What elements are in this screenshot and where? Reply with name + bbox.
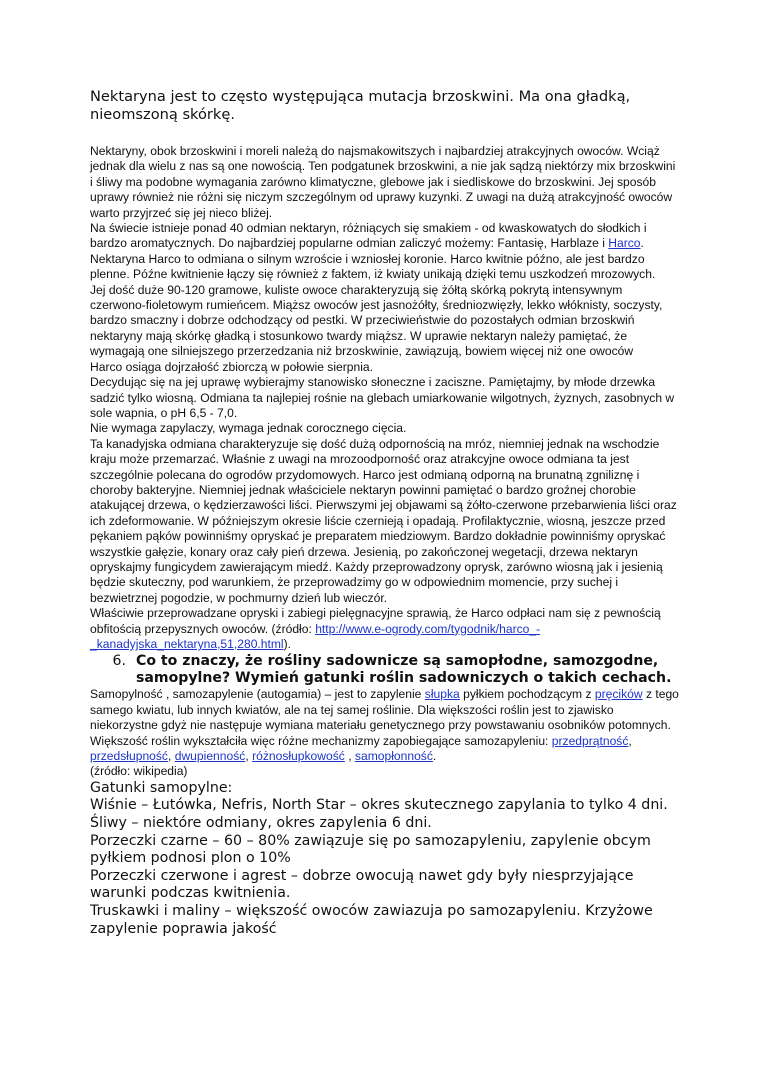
source-note: (źródło: wikipedia) xyxy=(90,764,188,779)
source-link[interactable]: http://www.e-ogrody.com/tygodnik/harco_-_kanadyjska_nektaryna,51,280.html xyxy=(90,621,541,651)
paragraph-text: . xyxy=(640,236,644,251)
definition-paragraph xyxy=(90,687,680,764)
paragraph xyxy=(90,606,680,652)
harco-link[interactable]: Harco xyxy=(608,236,641,251)
species-item: Śliwy – niektóre odmiany, okres zapylenia 6 dni. xyxy=(90,815,432,832)
przedslupnosc-link[interactable]: przedsłupność xyxy=(90,749,168,764)
definition-text: pyłkiem pochodzącym z xyxy=(459,687,595,702)
paragraph-text: Właściwie przeprowadzane opryski i zabiegi pielęgnacyjne sprawią, że Harco odpłaci nam się z pewnością obfitością przepysznych owoców. (źródło: xyxy=(90,606,661,636)
species-heading: Gatunki samopylne: xyxy=(90,779,233,796)
samoplonnosc-link[interactable]: samopłonność xyxy=(354,749,433,764)
paragraph: Ta kanadyjska odmiana charakteryzuje się dość dużą odpornością na mróz, niemniej jednak na wschodzie kraju może przemarzać. Właśnie z uwagi na mrozoodporność oraz atrakcyjne owoce odmiana ta jest szczególnie polecana do ogrodów przydomowych. Harco jest odmianą odporną na brunatną zgniliznę i choroby bakteryjne. Niemniej jednak właściciele nektaryn powinni pamiętać o bardzo groźnej chorobie atakującej drzewa, o kędzierzawości liści. Pierwszymi jej objawami są żółto-czerwone przebarwienia liści oraz ich zdeformowanie. W późniejszym okresie liście czernieją i opadają. Profilaktycznie, wiosną, jeszcze przed pękaniem pąków powinniśmy opryskać je preparatem miedziowym. Bardzo dokładnie powinniśmy opryskać wszystkie gałęzie, konary oraz cały pień drzewa. Jesienią, po zakończonej wegetacji, drzewa nektaryn opryskajmy fungicydem zawierającym miedź. Każdy przeprowadzony oprysk, zarówno wiosną jak i jesienią będzie skuteczny, pod warunkiem, że przeprowadzimy go w odpowiednim momencie, przy suchej i bezwietrznej pogodzie, w pochmurny dzień lub wieczór. xyxy=(90,436,677,605)
question-heading xyxy=(90,653,680,687)
document-content xyxy=(90,88,680,938)
question-number: 6. xyxy=(112,653,126,670)
paragraph: Nektaryna Harco to odmiana o silnym wzroście i wzniosłej koronie. Harco kwitnie późno, ale jest bardzo plenne. Późne kwitnienie łączy się również z faktem, iż kwiaty unikają dzięki temu uszkodzeń mrozowych. xyxy=(90,251,656,282)
slupka-link[interactable]: słupka xyxy=(424,687,460,702)
przedpratnosc-link[interactable]: przedprątność xyxy=(551,733,629,748)
definition-section xyxy=(90,687,680,779)
species-item: Truskawki i maliny – większość owoców zawiazuja po samozapyleniu. Krzyżowe zapylenie poprawia jakość xyxy=(90,903,653,937)
separator-text: , xyxy=(167,749,175,764)
definition-text: z tego samego kwiatu, lub innych kwiatów, ale na tej samej roślinie. Dla większości roślin jest to zjawisko niekorzystne gdyż nie następuje wymiana materiału genetycznego przy powstawaniu osobników potomnych. Większość roślin wykształciła więc różne mechanizmy zapobiegające samozapyleniu: xyxy=(90,687,679,748)
species-item: Porzeczki czerwone i agrest – dobrze owocują nawet gdy były niesprzyjające warunki podczas kwitnienia. xyxy=(90,867,634,902)
dwupiennosc-link[interactable]: dwupienność xyxy=(174,749,246,764)
paragraph xyxy=(90,221,680,252)
nektaryna-article xyxy=(90,144,680,652)
species-item: Porzeczki czarne – 60 – 80% zawiązuje się po samozapyleniu, zapylenie obcym pyłkiem podnosi plon o 10% xyxy=(90,832,651,867)
definition-text: . xyxy=(432,749,437,764)
species-list xyxy=(90,780,680,938)
precikow-link[interactable]: pręcików xyxy=(594,687,643,702)
question-text: Co to znaczy, że rośliny sadownicze są samopłodne, samozgodne, samopylne? Wymień gatunki roślin sadowniczych o takich cechach. xyxy=(136,653,672,687)
paragraph: Jej dość duże 90-120 gramowe, kuliste owoce charakteryzują się żółtą skórką pokrytą intensywnym czerwono-fioletowym rumieńcem. Miąższ owoców jest jasnożółty, średniozwięzły, lekko włóknisty, soczysty, bardzo smaczny i dobrze odchodzący od pestki. W przeciwieństwie do pozostałych odmian brzoskwiń nektaryny mają skórkę gładką i stosunkowo twardy miąższ. W uprawie nektaryn należy pamiętać, że wymagają one silniejszego przerzedzania niż brzoskwinie, zawiązują, bowiem więcej niż one owoców xyxy=(90,282,663,359)
paragraph-text: ). xyxy=(283,637,292,651)
paragraph: Decydując się na jej uprawę wybierajmy stanowisko słoneczne i zaciszne. Pamiętajmy, by młode drzewka sadzić tylko wiosną. Odmiana ta najlepiej rośnie na glebach umiarkowanie wilgotnych, żyznych, zasobnych w sole wapnia, o pH 6,5 - 7,0. xyxy=(90,375,675,420)
paragraph-text: Na świecie istnieje ponad 40 odmian nektaryn, różniących się smakiem - od kwaskowatych do słodkich i bardzo aromatycznych. Do najbardziej popularne odmian zaliczyć możemy: Fantasię, Harblaze i xyxy=(90,221,647,251)
definition-text: Samopylność , samozapylenie (autogamia) – jest to zapylenie xyxy=(90,687,425,702)
intro-paragraph: Nektaryna jest to często występująca mutacja brzoskwini. Ma ona gładką, nieomszoną skórkę. xyxy=(90,88,631,123)
roznoslupkowosc-link[interactable]: różnosłupkowość xyxy=(252,749,345,764)
separator-text: , xyxy=(245,749,253,764)
paragraph: Nektaryny, obok brzoskwini i moreli należą do najsmakowitszych i najbardziej atrakcyjnych owoców. Wciąż jednak dla wielu z nas są one nowością. Ten podgatunek brzoskwini, a nie jak sądzą niektórzy mix brzoskwini i śliwy ma podobne wymagania zarówno klimatyczne, glebowe jak i siedliskowe do brzoskwini. Jej sposób uprawy również nie różni się niczym szczególnym od uprawy kuzynki. Z uwagi na dużą atrakcyjność owoców warto przyjrzeć się jej nieco bliżej. xyxy=(90,144,676,220)
separator-text: , xyxy=(344,749,355,764)
species-item: Wiśnie – Łutówka, Nefris, North Star – okres skutecznego zapylania to tylko 4 dni. xyxy=(90,797,668,814)
paragraph: Harco osiąga dojrzałość zbiorczą w połowie sierpnia. xyxy=(90,359,373,374)
paragraph: Nie wymaga zapylaczy, wymaga jednak corocznego cięcia. xyxy=(90,421,407,436)
separator-text: , xyxy=(628,733,632,748)
